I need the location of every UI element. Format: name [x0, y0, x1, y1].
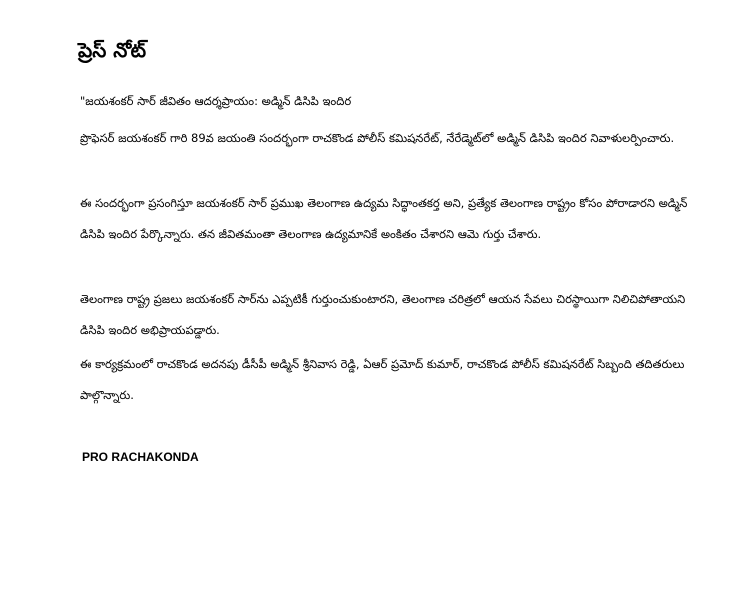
paragraph-tribute: ప్రొఫెసర్ జయశంకర్ గారి 89వ జయంతి సందర్భంగా రాచకొండ పోలీస్ కమిషనరేట్, నేరేడ్మెట్‌లో అడ్మిన్ డిసిపి ఇందిర నివాళులర్పించారు.: [80, 131, 675, 145]
headline: "జయశంకర్ సార్ జీవితం ఆదర్శప్రాయం: అడ్మిన్ డిసిపి ఇందిర: [80, 94, 352, 108]
paragraph-speech: ఈ సందర్భంగా ప్రసంగిస్తూ జయశంకర్ సార్ ప్రముఖ తెలంగాణ ఉద్యమ సిద్ధాంతకర్త అని, ప్రత్యేక తెలంగాణ రాష్ట్రం కోసం పోరాడారని అడ్మిన్ డిసిపి ఇందిర పేర్కొన్నారు. తన జీవితమంతా తెలంగాణ ఉద్యమానికే అంకితం చేశారని ఆమె గుర్తు చేశారు.: [80, 196, 688, 241]
paragraph-legacy: తెలంగాణ రాష్ట్ర ప్రజలు జయశంకర్ సార్‌ను ఎప్పటికీ గుర్తుంచుకుంటారని, తెలంగాణ చరిత్రలో ఆయన సేవలు చిరస్థాయిగా నిలిచిపోతాయని డిసిపి ఇందిర అభిప్రాయపడ్డారు.: [80, 292, 686, 337]
document-title: ప్రెస్ నోట్: [78, 38, 147, 62]
paragraph-attendees: ఈ కార్యక్రమంలో రాచకొండ అదనపు డీసీపీ అడ్మిన్ శ్రీనివాస రెడ్డి, ఏఆర్ ప్రమోద్ కుమార్, రాచకొండ పోలీస్ కమిషనరేట్ సిబ్బంది తదితరులు పాల్గొన్నారు.: [80, 357, 685, 402]
signature: PRO RACHAKONDA: [82, 450, 199, 464]
